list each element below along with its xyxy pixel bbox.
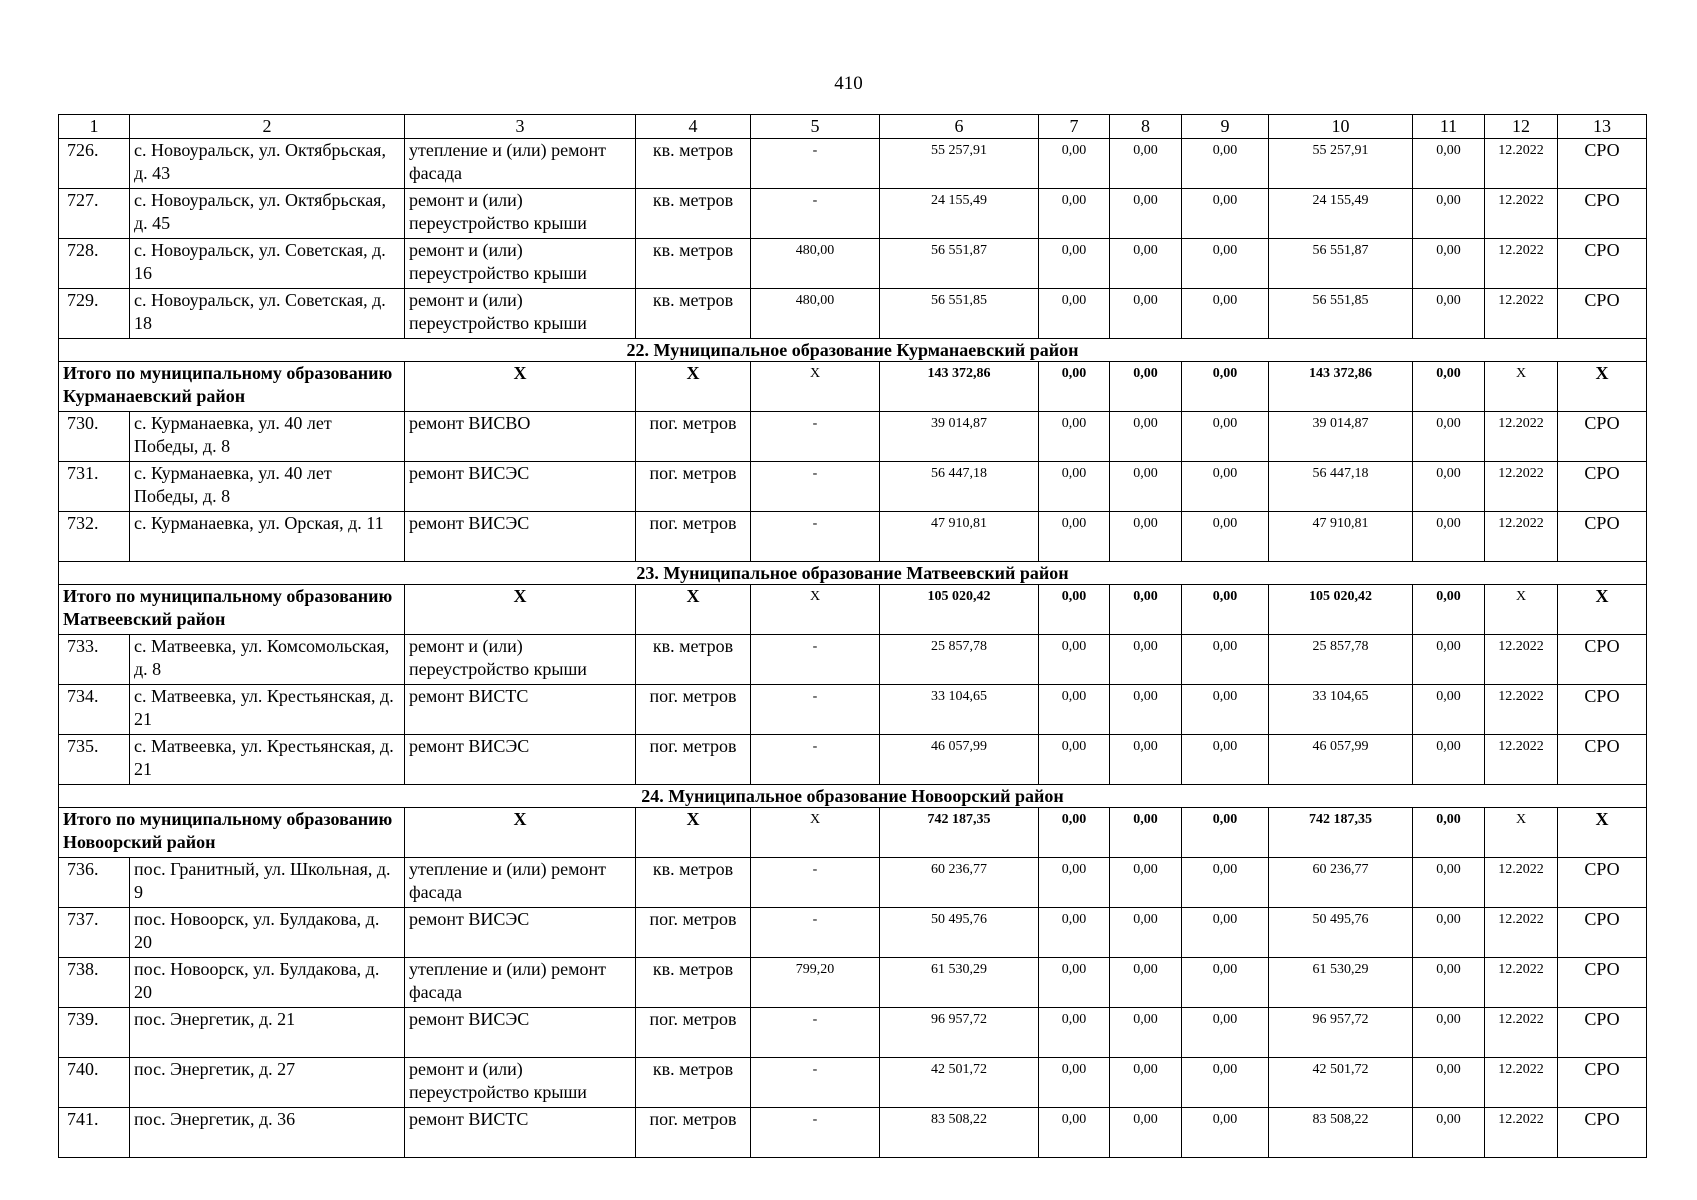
method: СРО: [1558, 289, 1647, 339]
unit: пог. метров: [636, 1008, 751, 1058]
work-type: утепление и (или) ремонт фасада: [405, 958, 636, 1008]
budget-cost: 0,00: [1110, 908, 1182, 958]
fund-cost: 0,00: [1039, 1058, 1110, 1108]
other-cost: 0,00: [1413, 512, 1485, 562]
owners-cost: 56 551,87: [1269, 239, 1413, 289]
local-cost: 0,00: [1182, 412, 1269, 462]
unit: кв. метров: [636, 858, 751, 908]
section-header-row: [59, 785, 1647, 808]
address: с. Матвеевка, ул. Крестьянская, д. 21: [130, 685, 405, 735]
owners-cost: 56 551,85: [1269, 289, 1413, 339]
completion-date: 12.2022: [1485, 1008, 1558, 1058]
table-row: [59, 908, 1647, 958]
address: с. Курманаевка, ул. 40 лет Победы, д. 8: [130, 412, 405, 462]
row-number: 738.: [59, 958, 130, 1008]
method: СРО: [1558, 908, 1647, 958]
work-type: ремонт ВИСТС: [405, 685, 636, 735]
fund-cost: 0,00: [1039, 239, 1110, 289]
unit: пог. метров: [636, 685, 751, 735]
fund-cost: 0,00: [1039, 362, 1110, 412]
subtotal-label: Итого по муниципальному образованию Матвеевский район: [59, 585, 405, 635]
work-type: ремонт и (или) переустройство крыши: [405, 1058, 636, 1108]
total-cost: 56 551,87: [880, 239, 1039, 289]
unit: кв. метров: [636, 189, 751, 239]
address: с. Матвеевка, ул. Крестьянская, д. 21: [130, 735, 405, 785]
row-number: 734.: [59, 685, 130, 735]
row-number: 736.: [59, 858, 130, 908]
unit: пог. метров: [636, 1108, 751, 1158]
budget-cost: 0,00: [1110, 1058, 1182, 1108]
unit: X: [636, 585, 751, 635]
budget-cost: 0,00: [1110, 412, 1182, 462]
fund-cost: 0,00: [1039, 808, 1110, 858]
fund-cost: 0,00: [1039, 189, 1110, 239]
quantity: 480,00: [751, 239, 880, 289]
subtotal-label: Итого по муниципальному образованию Курманаевский район: [59, 362, 405, 412]
fund-cost: 0,00: [1039, 908, 1110, 958]
completion-date: 12.2022: [1485, 735, 1558, 785]
local-cost: 0,00: [1182, 139, 1269, 189]
total-cost: 60 236,77: [880, 858, 1039, 908]
owners-cost: 83 508,22: [1269, 1108, 1413, 1158]
column-number-2: 2: [130, 115, 405, 139]
owners-cost: 742 187,35: [1269, 808, 1413, 858]
other-cost: 0,00: [1413, 1108, 1485, 1158]
quantity: -: [751, 512, 880, 562]
total-cost: 42 501,72: [880, 1058, 1039, 1108]
method: СРО: [1558, 512, 1647, 562]
other-cost: 0,00: [1413, 858, 1485, 908]
work-type: X: [405, 585, 636, 635]
local-cost: 0,00: [1182, 908, 1269, 958]
row-number: 726.: [59, 139, 130, 189]
table-row: [59, 1008, 1647, 1058]
address: пос. Новоорск, ул. Булдакова, д. 20: [130, 908, 405, 958]
capital-repair-table: [58, 114, 1647, 1158]
completion-date: 12.2022: [1485, 139, 1558, 189]
local-cost: 0,00: [1182, 1108, 1269, 1158]
other-cost: 0,00: [1413, 412, 1485, 462]
method: СРО: [1558, 139, 1647, 189]
quantity: -: [751, 858, 880, 908]
column-number-3: 3: [405, 115, 636, 139]
row-number: 732.: [59, 512, 130, 562]
quantity: -: [751, 412, 880, 462]
address: с. Новоуральск, ул. Советская, д. 16: [130, 239, 405, 289]
owners-cost: 42 501,72: [1269, 1058, 1413, 1108]
other-cost: 0,00: [1413, 808, 1485, 858]
other-cost: 0,00: [1413, 635, 1485, 685]
owners-cost: 105 020,42: [1269, 585, 1413, 635]
table-row: [59, 685, 1647, 735]
subtotal-row: [59, 585, 1647, 635]
quantity: -: [751, 735, 880, 785]
table-row: [59, 858, 1647, 908]
fund-cost: 0,00: [1039, 1108, 1110, 1158]
column-number-10: 10: [1269, 115, 1413, 139]
total-cost: 33 104,65: [880, 685, 1039, 735]
column-number-13: 13: [1558, 115, 1647, 139]
work-type: утепление и (или) ремонт фасада: [405, 858, 636, 908]
local-cost: 0,00: [1182, 289, 1269, 339]
local-cost: 0,00: [1182, 362, 1269, 412]
table-row: [59, 1058, 1647, 1108]
local-cost: 0,00: [1182, 512, 1269, 562]
budget-cost: 0,00: [1110, 239, 1182, 289]
completion-date: X: [1485, 362, 1558, 412]
other-cost: 0,00: [1413, 189, 1485, 239]
budget-cost: 0,00: [1110, 512, 1182, 562]
method: СРО: [1558, 685, 1647, 735]
address: с. Матвеевка, ул. Комсомольская, д. 8: [130, 635, 405, 685]
budget-cost: 0,00: [1110, 1008, 1182, 1058]
fund-cost: 0,00: [1039, 585, 1110, 635]
quantity: 799,20: [751, 958, 880, 1008]
column-number-11: 11: [1413, 115, 1485, 139]
total-cost: 742 187,35: [880, 808, 1039, 858]
other-cost: 0,00: [1413, 139, 1485, 189]
address: с. Новоуральск, ул. Советская, д. 18: [130, 289, 405, 339]
quantity: -: [751, 685, 880, 735]
other-cost: 0,00: [1413, 958, 1485, 1008]
table-row: [59, 1108, 1647, 1158]
quantity: -: [751, 1058, 880, 1108]
unit: X: [636, 362, 751, 412]
table-row: [59, 139, 1647, 189]
address: с. Курманаевка, ул. 40 лет Победы, д. 8: [130, 462, 405, 512]
work-type: ремонт и (или) переустройство крыши: [405, 635, 636, 685]
section-title: 23. Муниципальное образование Матвеевский район: [59, 562, 1647, 585]
local-cost: 0,00: [1182, 585, 1269, 635]
method: СРО: [1558, 1008, 1647, 1058]
total-cost: 47 910,81: [880, 512, 1039, 562]
row-number: 739.: [59, 1008, 130, 1058]
local-cost: 0,00: [1182, 1008, 1269, 1058]
fund-cost: 0,00: [1039, 635, 1110, 685]
owners-cost: 24 155,49: [1269, 189, 1413, 239]
table-body: [59, 115, 1647, 1158]
fund-cost: 0,00: [1039, 289, 1110, 339]
quantity: -: [751, 635, 880, 685]
work-type: X: [405, 808, 636, 858]
unit: пог. метров: [636, 462, 751, 512]
completion-date: 12.2022: [1485, 239, 1558, 289]
row-number: 729.: [59, 289, 130, 339]
column-number-4: 4: [636, 115, 751, 139]
row-number: 733.: [59, 635, 130, 685]
completion-date: 12.2022: [1485, 958, 1558, 1008]
subtotal-row: [59, 808, 1647, 858]
budget-cost: 0,00: [1110, 1108, 1182, 1158]
unit: кв. метров: [636, 635, 751, 685]
quantity: -: [751, 1108, 880, 1158]
work-type: ремонт ВИСЭС: [405, 735, 636, 785]
other-cost: 0,00: [1413, 362, 1485, 412]
method: X: [1558, 362, 1647, 412]
section-title: 24. Муниципальное образование Новоорский район: [59, 785, 1647, 808]
method: СРО: [1558, 189, 1647, 239]
owners-cost: 33 104,65: [1269, 685, 1413, 735]
budget-cost: 0,00: [1110, 808, 1182, 858]
completion-date: 12.2022: [1485, 189, 1558, 239]
quantity: 480,00: [751, 289, 880, 339]
method: X: [1558, 585, 1647, 635]
quantity: X: [751, 362, 880, 412]
section-title: 22. Муниципальное образование Курманаевский район: [59, 339, 1647, 362]
column-number-5: 5: [751, 115, 880, 139]
local-cost: 0,00: [1182, 239, 1269, 289]
row-number: 740.: [59, 1058, 130, 1108]
local-cost: 0,00: [1182, 735, 1269, 785]
other-cost: 0,00: [1413, 239, 1485, 289]
work-type: ремонт и (или) переустройство крыши: [405, 189, 636, 239]
completion-date: 12.2022: [1485, 462, 1558, 512]
quantity: X: [751, 585, 880, 635]
column-number-8: 8: [1110, 115, 1182, 139]
total-cost: 46 057,99: [880, 735, 1039, 785]
address: пос. Энергетик, д. 21: [130, 1008, 405, 1058]
address: с. Новоуральск, ул. Октябрьская, д. 45: [130, 189, 405, 239]
budget-cost: 0,00: [1110, 462, 1182, 512]
fund-cost: 0,00: [1039, 685, 1110, 735]
quantity: -: [751, 189, 880, 239]
unit: кв. метров: [636, 239, 751, 289]
owners-cost: 39 014,87: [1269, 412, 1413, 462]
owners-cost: 46 057,99: [1269, 735, 1413, 785]
total-cost: 83 508,22: [880, 1108, 1039, 1158]
owners-cost: 60 236,77: [1269, 858, 1413, 908]
completion-date: 12.2022: [1485, 858, 1558, 908]
completion-date: 12.2022: [1485, 412, 1558, 462]
unit: X: [636, 808, 751, 858]
total-cost: 55 257,91: [880, 139, 1039, 189]
unit: кв. метров: [636, 139, 751, 189]
other-cost: 0,00: [1413, 685, 1485, 735]
owners-cost: 143 372,86: [1269, 362, 1413, 412]
other-cost: 0,00: [1413, 1058, 1485, 1108]
section-header-row: [59, 339, 1647, 362]
other-cost: 0,00: [1413, 735, 1485, 785]
budget-cost: 0,00: [1110, 585, 1182, 635]
table-row: [59, 412, 1647, 462]
other-cost: 0,00: [1413, 585, 1485, 635]
other-cost: 0,00: [1413, 289, 1485, 339]
row-number: 735.: [59, 735, 130, 785]
owners-cost: 96 957,72: [1269, 1008, 1413, 1058]
quantity: -: [751, 139, 880, 189]
budget-cost: 0,00: [1110, 189, 1182, 239]
unit: пог. метров: [636, 512, 751, 562]
other-cost: 0,00: [1413, 462, 1485, 512]
table-row: [59, 735, 1647, 785]
local-cost: 0,00: [1182, 635, 1269, 685]
total-cost: 56 551,85: [880, 289, 1039, 339]
fund-cost: 0,00: [1039, 512, 1110, 562]
method: СРО: [1558, 958, 1647, 1008]
fund-cost: 0,00: [1039, 412, 1110, 462]
address: пос. Энергетик, д. 36: [130, 1108, 405, 1158]
completion-date: X: [1485, 585, 1558, 635]
fund-cost: 0,00: [1039, 139, 1110, 189]
local-cost: 0,00: [1182, 1058, 1269, 1108]
quantity: -: [751, 1008, 880, 1058]
owners-cost: 55 257,91: [1269, 139, 1413, 189]
method: СРО: [1558, 462, 1647, 512]
address: с. Новоуральск, ул. Октябрьская, д. 43: [130, 139, 405, 189]
total-cost: 25 857,78: [880, 635, 1039, 685]
unit: пог. метров: [636, 412, 751, 462]
method: СРО: [1558, 1108, 1647, 1158]
method: СРО: [1558, 735, 1647, 785]
unit: кв. метров: [636, 1058, 751, 1108]
method: СРО: [1558, 239, 1647, 289]
table-row: [59, 462, 1647, 512]
unit: пог. метров: [636, 908, 751, 958]
local-cost: 0,00: [1182, 462, 1269, 512]
address: пос. Новоорск, ул. Булдакова, д. 20: [130, 958, 405, 1008]
work-type: ремонт и (или) переустройство крыши: [405, 239, 636, 289]
work-type: X: [405, 362, 636, 412]
budget-cost: 0,00: [1110, 958, 1182, 1008]
budget-cost: 0,00: [1110, 858, 1182, 908]
table-row: [59, 239, 1647, 289]
table-row: [59, 958, 1647, 1008]
work-type: ремонт ВИСВО: [405, 412, 636, 462]
subtotal-label: Итого по муниципальному образованию Новоорский район: [59, 808, 405, 858]
work-type: ремонт ВИСЭС: [405, 512, 636, 562]
column-number-7: 7: [1039, 115, 1110, 139]
row-number: 737.: [59, 908, 130, 958]
quantity: X: [751, 808, 880, 858]
address: пос. Энергетик, д. 27: [130, 1058, 405, 1108]
unit: кв. метров: [636, 289, 751, 339]
table-row: [59, 289, 1647, 339]
completion-date: 12.2022: [1485, 635, 1558, 685]
budget-cost: 0,00: [1110, 685, 1182, 735]
completion-date: 12.2022: [1485, 1108, 1558, 1158]
section-header-row: [59, 562, 1647, 585]
work-type: ремонт ВИСЭС: [405, 462, 636, 512]
completion-date: 12.2022: [1485, 1058, 1558, 1108]
method: СРО: [1558, 858, 1647, 908]
column-number-12: 12: [1485, 115, 1558, 139]
method: X: [1558, 808, 1647, 858]
work-type: ремонт ВИСЭС: [405, 908, 636, 958]
total-cost: 56 447,18: [880, 462, 1039, 512]
owners-cost: 56 447,18: [1269, 462, 1413, 512]
unit: кв. метров: [636, 958, 751, 1008]
other-cost: 0,00: [1413, 908, 1485, 958]
method: СРО: [1558, 412, 1647, 462]
row-number: 728.: [59, 239, 130, 289]
quantity: -: [751, 462, 880, 512]
fund-cost: 0,00: [1039, 735, 1110, 785]
quantity: -: [751, 908, 880, 958]
owners-cost: 25 857,78: [1269, 635, 1413, 685]
total-cost: 39 014,87: [880, 412, 1039, 462]
column-number-row: [59, 115, 1647, 139]
owners-cost: 61 530,29: [1269, 958, 1413, 1008]
budget-cost: 0,00: [1110, 289, 1182, 339]
address: с. Курманаевка, ул. Орская, д. 11: [130, 512, 405, 562]
row-number: 741.: [59, 1108, 130, 1158]
fund-cost: 0,00: [1039, 1008, 1110, 1058]
local-cost: 0,00: [1182, 685, 1269, 735]
total-cost: 105 020,42: [880, 585, 1039, 635]
completion-date: 12.2022: [1485, 512, 1558, 562]
other-cost: 0,00: [1413, 1008, 1485, 1058]
fund-cost: 0,00: [1039, 858, 1110, 908]
row-number: 731.: [59, 462, 130, 512]
owners-cost: 47 910,81: [1269, 512, 1413, 562]
total-cost: 24 155,49: [880, 189, 1039, 239]
owners-cost: 50 495,76: [1269, 908, 1413, 958]
total-cost: 96 957,72: [880, 1008, 1039, 1058]
total-cost: 61 530,29: [880, 958, 1039, 1008]
row-number: 730.: [59, 412, 130, 462]
work-type: ремонт ВИСТС: [405, 1108, 636, 1158]
work-type: ремонт и (или) переустройство крыши: [405, 289, 636, 339]
completion-date: 12.2022: [1485, 685, 1558, 735]
column-number-6: 6: [880, 115, 1039, 139]
local-cost: 0,00: [1182, 958, 1269, 1008]
work-type: ремонт ВИСЭС: [405, 1008, 636, 1058]
completion-date: 12.2022: [1485, 908, 1558, 958]
table-row: [59, 512, 1647, 562]
total-cost: 50 495,76: [880, 908, 1039, 958]
completion-date: 12.2022: [1485, 289, 1558, 339]
column-number-9: 9: [1182, 115, 1269, 139]
subtotal-row: [59, 362, 1647, 412]
unit: пог. метров: [636, 735, 751, 785]
local-cost: 0,00: [1182, 189, 1269, 239]
work-type: утепление и (или) ремонт фасада: [405, 139, 636, 189]
budget-cost: 0,00: [1110, 735, 1182, 785]
budget-cost: 0,00: [1110, 139, 1182, 189]
method: СРО: [1558, 635, 1647, 685]
page-number: 410: [834, 73, 863, 94]
column-number-1: 1: [59, 115, 130, 139]
row-number: 727.: [59, 189, 130, 239]
budget-cost: 0,00: [1110, 635, 1182, 685]
total-cost: 143 372,86: [880, 362, 1039, 412]
table-row: [59, 635, 1647, 685]
fund-cost: 0,00: [1039, 958, 1110, 1008]
method: СРО: [1558, 1058, 1647, 1108]
address: пос. Гранитный, ул. Школьная, д. 9: [130, 858, 405, 908]
table-row: [59, 189, 1647, 239]
budget-cost: 0,00: [1110, 362, 1182, 412]
completion-date: X: [1485, 808, 1558, 858]
fund-cost: 0,00: [1039, 462, 1110, 512]
local-cost: 0,00: [1182, 858, 1269, 908]
local-cost: 0,00: [1182, 808, 1269, 858]
